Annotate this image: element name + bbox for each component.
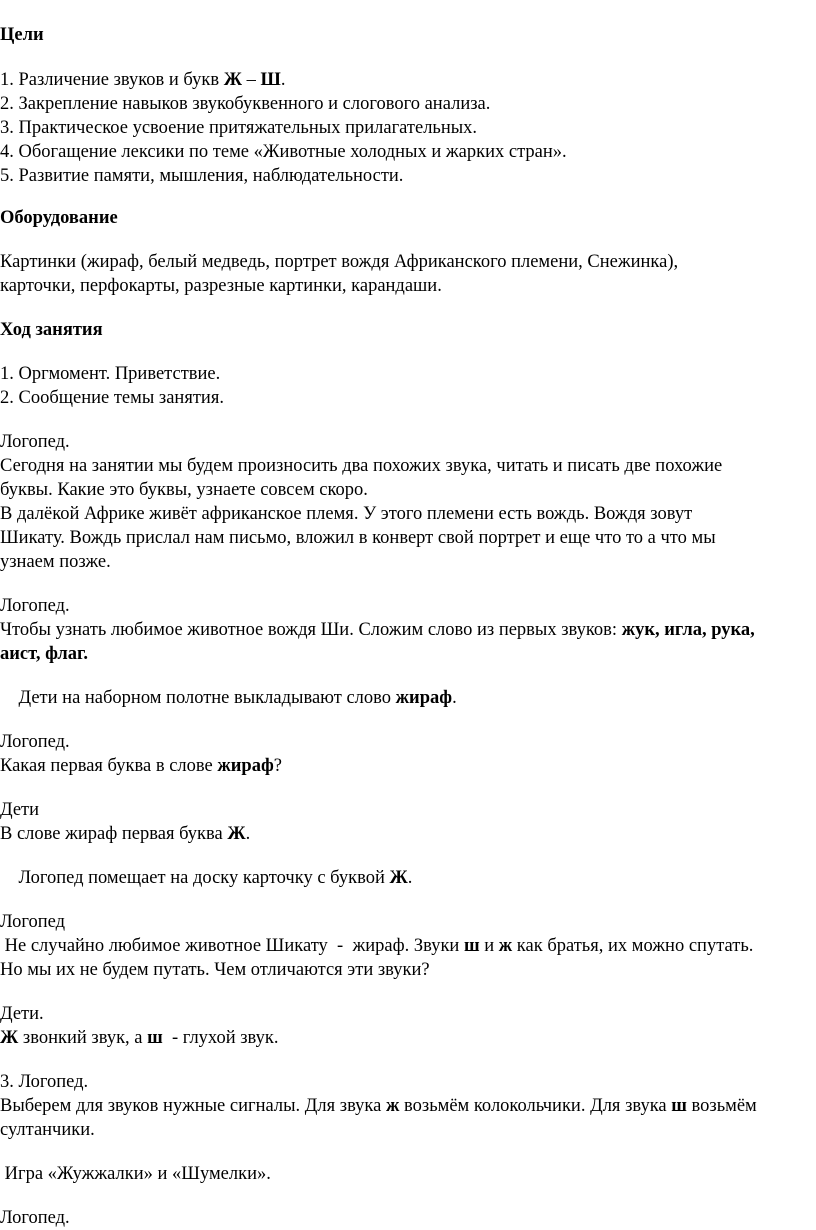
paragraph-line: Чтобы узнать любимое животное вождя Ши. Сложим слово из первых звуков: жук, игла, рука,: [0, 620, 755, 640]
paragraph-line: Не случайно любимое животное Шикату - жираф. Звуки ш и ж как братья, их можно спутать.: [0, 936, 754, 956]
equipment-heading: Оборудование: [0, 208, 118, 228]
speaker-label: 3. Логопед.: [0, 1072, 89, 1092]
lesson-heading: Ход занятия: [0, 320, 103, 340]
paragraph-line: Выберем для звуков нужные сигналы. Для звука ж возьмём колокольчики. Для звука ш возьмём: [0, 1096, 757, 1116]
equipment-text-line-2: карточки, перфокарты, разрезные картинки, карандаши.: [0, 276, 442, 296]
goal-item-4: 4. Обогащение лексики по теме «Животные холодных и жарких стран».: [0, 142, 567, 162]
paragraph-line: Ж звонкий звук, а ш - глухой звук.: [0, 1028, 279, 1048]
goal-item-5: 5. Развитие памяти, мышления, наблюдательности.: [0, 166, 404, 186]
lesson-step-2: 2. Сообщение темы занятия.: [0, 388, 224, 408]
paragraph-line: узнаем позже.: [0, 552, 111, 572]
lesson-step-1: 1. Оргмомент. Приветствие.: [0, 364, 221, 384]
speaker-label: Логопед.: [0, 596, 70, 616]
stage-direction: Логопед помещает на доску карточку с буквой Ж.: [0, 868, 413, 888]
speaker-label: Логопед.: [0, 732, 70, 752]
paragraph-line: аист, флаг.: [0, 644, 88, 664]
goal-item-2: 2. Закрепление навыков звукобуквенного и слогового анализа.: [0, 94, 491, 114]
game-title: Игра «Жужжалки» и «Шумелки».: [0, 1164, 271, 1184]
stage-direction: Дети на наборном полотне выкладывают слово жираф.: [0, 688, 457, 708]
paragraph-line: Какая первая буква в слове жираф?: [0, 756, 282, 776]
paragraph-line: Но мы их не будем путать. Чем отличаются эти звуки?: [0, 960, 430, 980]
paragraph-line: султанчики.: [0, 1120, 95, 1140]
paragraph-line: Сегодня на занятии мы будем произносить два похожих звука, читать и писать две похожие: [0, 456, 723, 476]
speaker-label: Логопед.: [0, 432, 70, 452]
equipment-text-line-1: Картинки (жираф, белый медведь, портрет вождя Африканского племени, Снежинка),: [0, 252, 679, 272]
paragraph-line: В слове жираф первая буква Ж.: [0, 824, 251, 844]
speaker-label: Дети.: [0, 1004, 44, 1024]
speaker-label: Дети: [0, 800, 40, 820]
goal-item-1: 1. Различение звуков и букв Ж – Ш.: [0, 70, 286, 90]
paragraph-line: Шикату. Вождь прислал нам письмо, вложил в конверт свой портрет и еще что то а что мы: [0, 528, 716, 548]
paragraph-line: В далёкой Африке живёт африканское племя. У этого племени есть вождь. Вождя зовут: [0, 504, 693, 524]
speaker-label: Логопед: [0, 912, 65, 932]
goal-item-3: 3. Практическое усвоение притяжательных прилагательных.: [0, 118, 478, 138]
speaker-label: Логопед.: [0, 1208, 70, 1228]
goals-heading: Цели: [0, 25, 44, 45]
paragraph-line: буквы. Какие это буквы, узнаете совсем скоро.: [0, 480, 368, 500]
